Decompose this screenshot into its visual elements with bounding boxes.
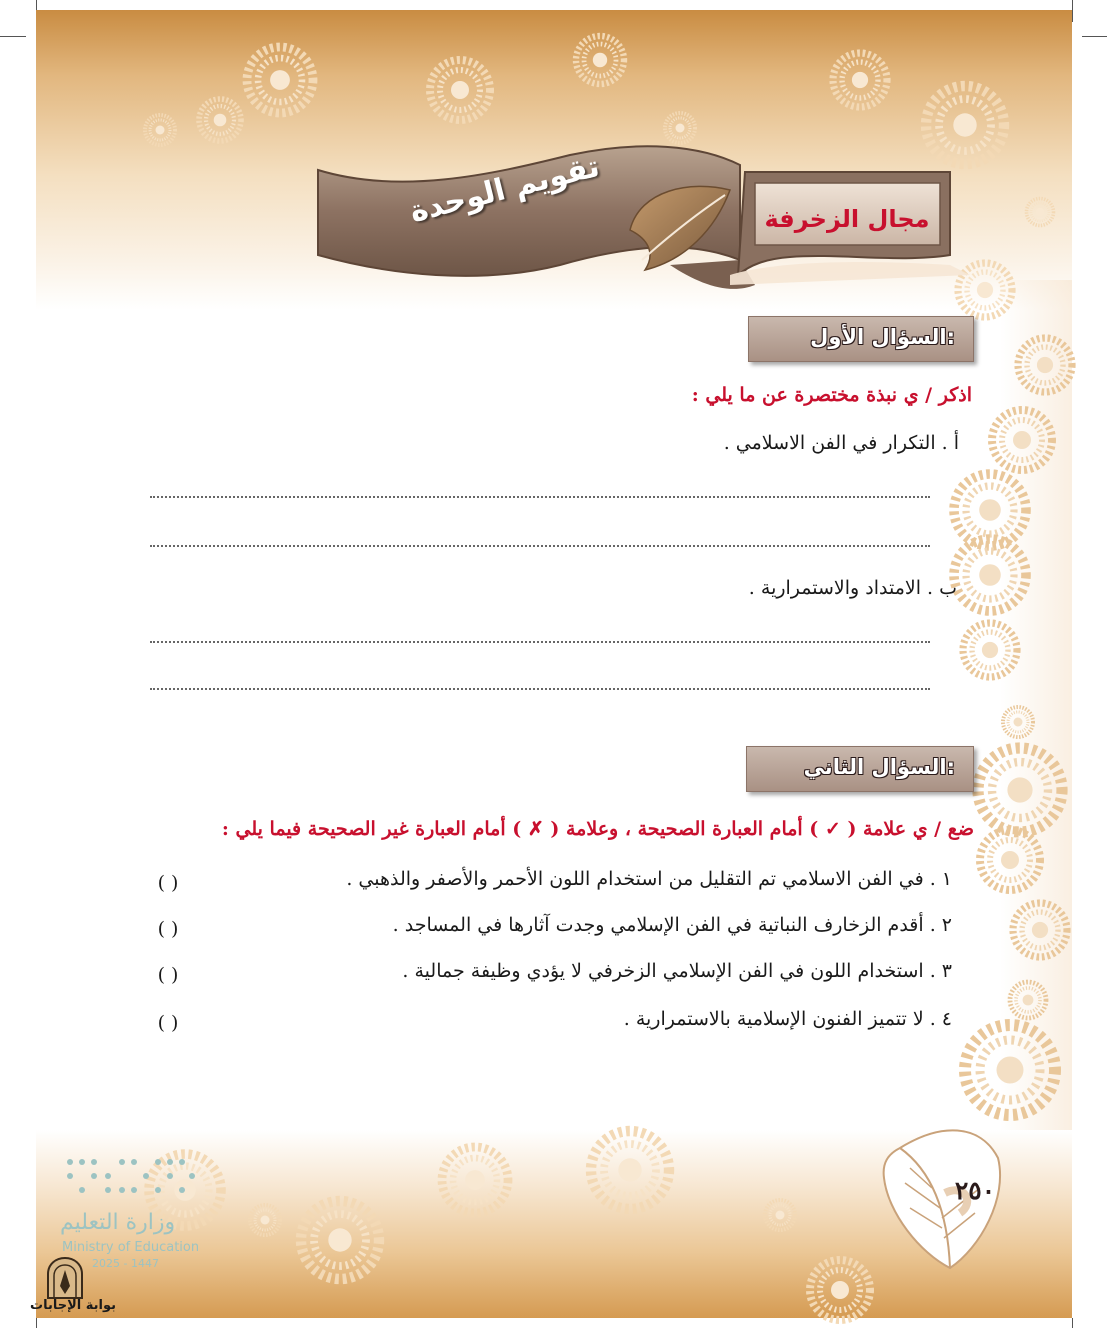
statement-4: ٤ . لا تتميز الفنون الإسلامية بالاستمرارية . xyxy=(623,1008,952,1030)
ministry-logo-dots xyxy=(62,1152,202,1208)
answer-blank[interactable]: ( ) xyxy=(157,918,179,940)
page-number: ٢٥٠ xyxy=(954,1176,996,1205)
answer-blank[interactable]: ( ) xyxy=(157,1012,179,1034)
answer-blank[interactable]: ( ) xyxy=(157,964,179,986)
portal-logo-icon[interactable] xyxy=(44,1256,86,1300)
question2-instruction: ضع / ي علامة ( ✓ ) أمام العبارة الصحيحة ، وعلامة ( ✗ ) أمام العبارة غير الصحيحة فيما يلي : xyxy=(221,818,974,840)
answer-line[interactable] xyxy=(150,496,930,498)
portal-label[interactable]: بوابة الإجابات xyxy=(30,1298,116,1313)
statement-2: ٢ . أقدم الزخارف النباتية في الفن الإسلامي وجدت آثارها في المساجد . xyxy=(392,914,952,936)
question1-item-a: أ . التكرار في الفن الاسلامي . xyxy=(723,432,959,454)
question1-heading-box xyxy=(748,316,974,362)
unit-title: تقويم الوحدة xyxy=(406,148,603,230)
answer-line[interactable] xyxy=(150,545,930,547)
answer-line[interactable] xyxy=(150,688,930,690)
statement-3: ٣ . استخدام اللون في الفن الإسلامي الزخرفي لا يؤدي وظيفة جمالية . xyxy=(402,960,952,982)
question1-item-b: ب . الامتداد والاستمرارية . xyxy=(748,577,957,599)
answer-line[interactable] xyxy=(150,641,930,643)
ministry-name-ar: وزارة التعليم xyxy=(60,1210,176,1235)
question2-heading-box xyxy=(746,746,974,792)
domain-label: مجال الزخرفة xyxy=(764,205,930,233)
statement-1: ١ . في الفن الاسلامي تم التقليل من استخدام اللون الأحمر والأصفر والذهبي . xyxy=(346,868,952,890)
question2-heading: السؤال الثاني: xyxy=(803,755,955,779)
answer-blank[interactable]: ( ) xyxy=(157,872,179,894)
question1-heading: السؤال الأول: xyxy=(810,325,955,349)
ministry-name-en: Ministry of Education xyxy=(62,1240,200,1255)
question1-instruction: اذكر / ي نبذة مختصرة عن ما يلي : xyxy=(691,384,972,406)
ministry-year: 2025 - 1447 xyxy=(92,1257,159,1270)
